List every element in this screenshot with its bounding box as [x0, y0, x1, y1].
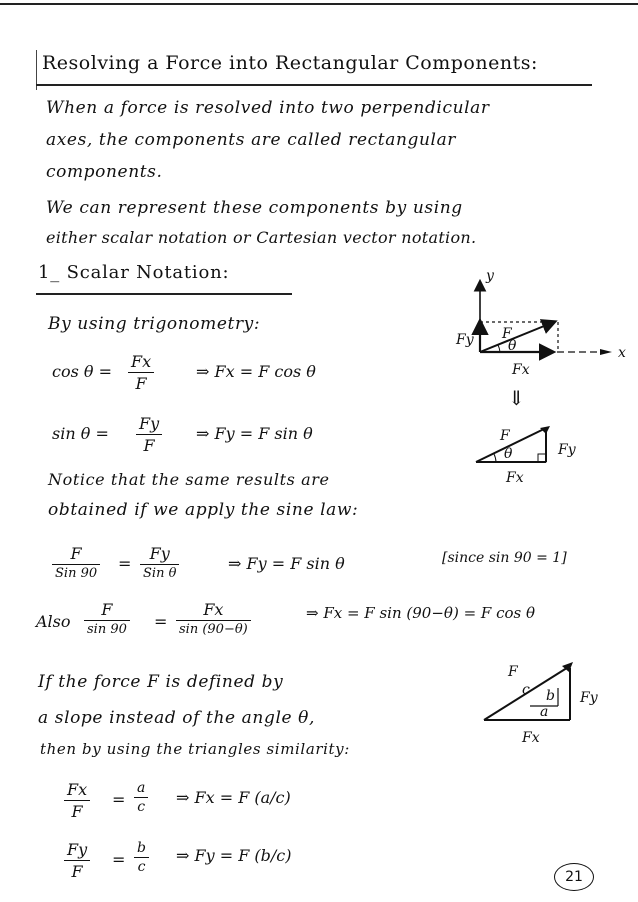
sinelaw2-num-2: Fx [203, 600, 224, 619]
fraction-bar [134, 797, 148, 798]
intro-line-2: axes, the components are called rectangular [46, 130, 457, 150]
sinelaw1-note: [since sin 90 = 1] [442, 550, 567, 566]
notice-line-2: obtained if we apply the sine law: [48, 500, 359, 520]
down-double-arrow: ⇓ [508, 386, 525, 410]
sinelaw2-den-2: sin (90−θ) [179, 622, 248, 638]
fraction-bar [84, 620, 130, 621]
trig-intro: By using trigonometry: [48, 314, 261, 334]
ratio1-numerator: Fx [67, 780, 88, 799]
force-vector [480, 322, 554, 352]
fraction-bar [52, 564, 100, 565]
intro-line-5: either scalar notation or Cartesian vector notation. [46, 228, 477, 247]
ratio2-slope-fraction [134, 840, 149, 875]
triangle-angle-arc [494, 454, 496, 462]
sin-denominator: F [143, 436, 155, 456]
sinelaw1-den-1: Sin 90 [55, 566, 98, 582]
slope-line-3: then by using the triangles similarity: [40, 740, 350, 758]
fraction-bar [140, 564, 179, 565]
sinelaw2-equals: = [154, 612, 168, 631]
sin-numerator: Fy [139, 414, 160, 433]
cos-lhs: cos θ = [52, 362, 113, 381]
y-label: y [486, 268, 494, 284]
slope-fx-label: Fx [522, 730, 540, 746]
fraction-bar [176, 620, 251, 621]
top-border-line [0, 3, 638, 5]
ratio1-c: c [137, 799, 146, 816]
sinelaw2-fraction-1 [84, 600, 130, 637]
theta-label: θ [508, 338, 517, 354]
intro-line-3: components. [46, 162, 163, 182]
x-label: x [618, 345, 626, 361]
slope-a-label: a [540, 704, 549, 720]
cos-numerator: Fx [131, 352, 152, 371]
ratio2-fraction [64, 840, 90, 881]
x-axis-arrowhead [600, 349, 612, 355]
force-triangle-figure [470, 420, 600, 490]
sin-lhs: sin θ = [52, 424, 109, 443]
f-label: F [502, 326, 512, 342]
sinelaw1-fraction-1 [52, 544, 100, 581]
slope-f-label: F [508, 664, 518, 680]
sinelaw2-fraction-2 [176, 600, 251, 637]
ratio2-numerator: Fy [67, 840, 88, 859]
right-angle-mark [538, 454, 546, 462]
cos-denominator: F [135, 374, 147, 394]
ratio1-slope-fraction [134, 780, 148, 815]
triangle-theta-label: θ [504, 446, 513, 462]
page-title: Resolving a Force into Rectangular Components: [42, 52, 538, 74]
cos-result: ⇒ Fx = F cos θ [196, 362, 316, 381]
slope-b-label: b [546, 688, 555, 704]
fraction-bar [134, 857, 149, 858]
fraction-bar [64, 860, 90, 861]
notice-line-1: Notice that the same results are [48, 470, 330, 489]
sinelaw1-num-2: Fy [149, 544, 170, 563]
cos-fraction [128, 352, 154, 393]
ratio1-a: a [137, 780, 146, 796]
section-heading: 1_ Scalar Notation: [38, 262, 230, 283]
ratio1-equals: = [112, 790, 126, 809]
sin-fraction [136, 414, 162, 455]
ratio1-result: ⇒ Fx = F (a/c) [176, 788, 291, 807]
slope-line-2: a slope instead of the angle θ, [38, 708, 315, 728]
sinelaw1-num-1: F [70, 544, 82, 563]
fraction-bar [136, 434, 162, 435]
triangle-fx-label: Fx [506, 470, 524, 486]
sinelaw1-equals: = [118, 554, 132, 573]
sinelaw1-den-2: Sin θ [143, 566, 177, 582]
page-number: 21 [554, 863, 594, 891]
section-underline [36, 293, 292, 295]
intro-line-1: When a force is resolved into two perpendicular [46, 98, 490, 118]
ratio1-denominator: F [71, 802, 83, 822]
slope-c-label: c [522, 682, 530, 698]
title-underline [36, 84, 592, 86]
sinelaw2-result: ⇒ Fx = F sin (90−θ) = F cos θ [306, 604, 536, 622]
ratio2-result: ⇒ Fy = F (b/c) [176, 846, 292, 865]
fraction-bar [64, 800, 90, 801]
ratio1-fraction [64, 780, 90, 821]
fx-label: Fx [512, 362, 530, 378]
ratio2-c: c [137, 859, 146, 876]
slope-fy-label: Fy [580, 690, 598, 706]
slope-line-1: If the force F is defined by [38, 672, 284, 692]
sinelaw2-den-1: sin 90 [87, 622, 127, 638]
sin-result: ⇒ Fy = F sin θ [196, 424, 313, 443]
triangle-fy-label: Fy [558, 442, 576, 458]
also-label: Also [36, 612, 71, 631]
sinelaw1-result: ⇒ Fy = F sin θ [228, 554, 345, 573]
sinelaw1-fraction-2 [140, 544, 179, 581]
force-components-figure [440, 262, 636, 382]
ratio2-denominator: F [71, 862, 83, 882]
fy-label: Fy [456, 332, 474, 348]
triangle-f-label: F [500, 428, 510, 444]
sinelaw2-num-1: F [101, 600, 113, 619]
ratio2-b: b [137, 840, 146, 856]
slope-triangle-figure [474, 656, 630, 752]
fraction-bar [128, 372, 154, 373]
intro-line-4: We can represent these components by using [46, 198, 463, 218]
ratio2-equals: = [112, 850, 126, 869]
